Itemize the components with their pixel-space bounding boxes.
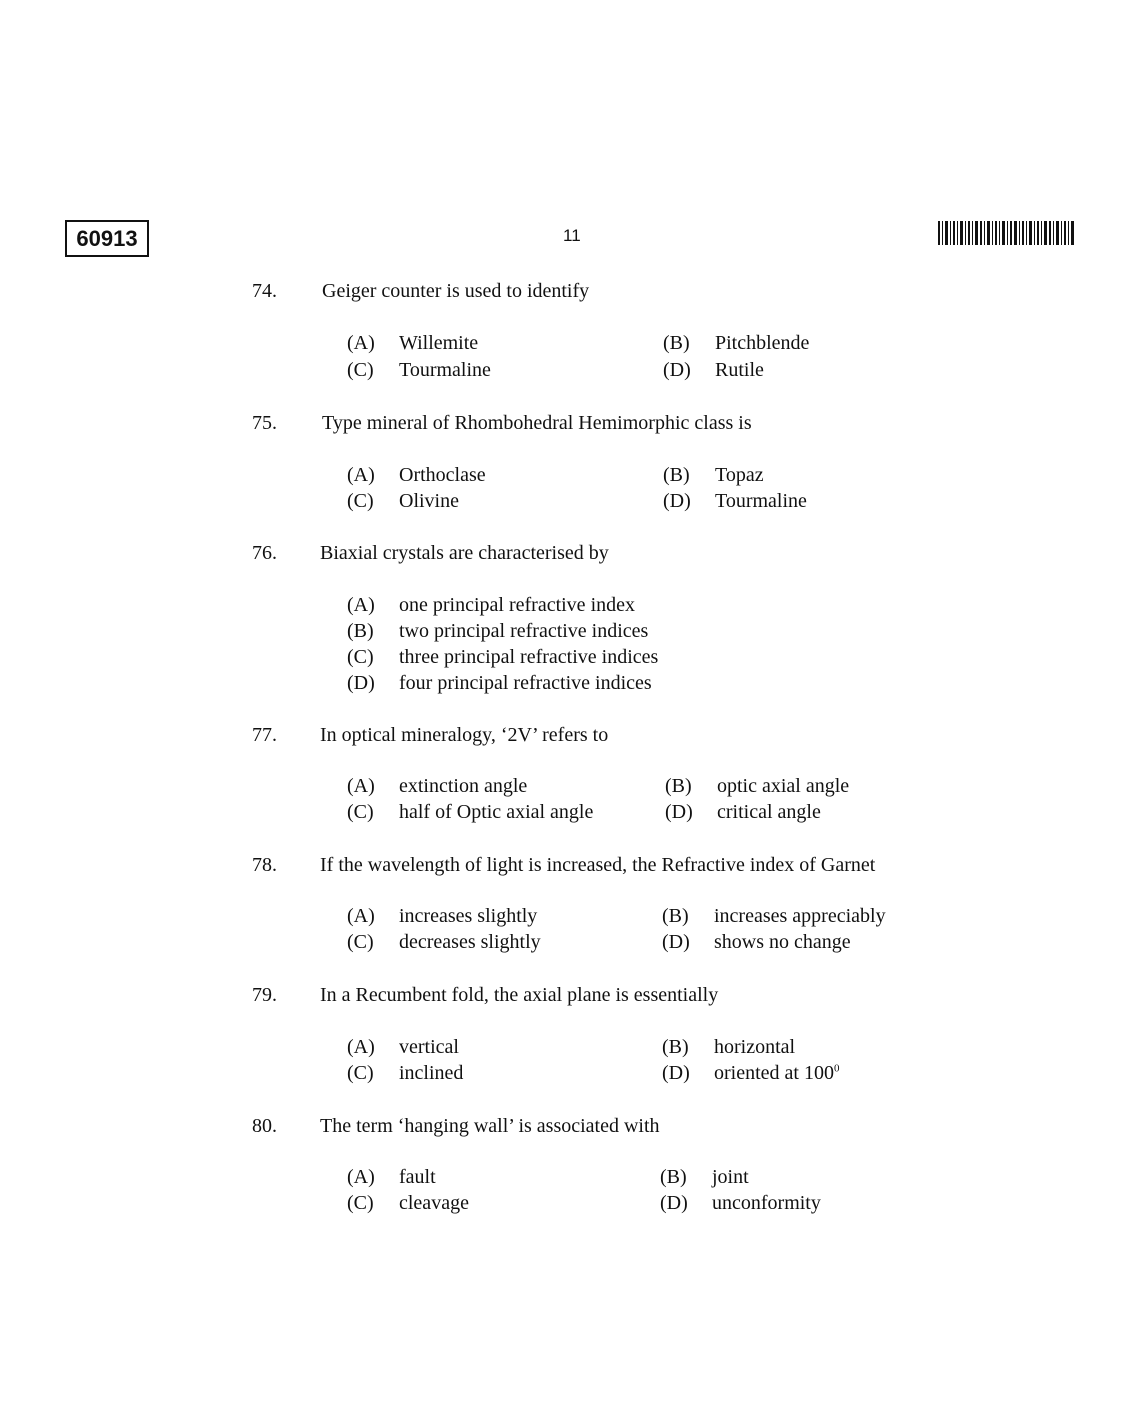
- option-letter: (A): [347, 332, 375, 354]
- option-text: Orthoclase: [399, 464, 486, 486]
- option-letter: (A): [347, 464, 375, 486]
- option-text: Rutile: [715, 359, 764, 381]
- option-text: Tourmaline: [715, 490, 807, 512]
- option-letter: (C): [347, 801, 374, 823]
- option-letter: (D): [663, 490, 691, 512]
- option-d[interactable]: [660, 1192, 821, 1215]
- option-text: inclined: [399, 1062, 464, 1084]
- option-d[interactable]: [665, 801, 821, 824]
- option-c[interactable]: [347, 801, 593, 824]
- page-number: 11: [563, 226, 581, 245]
- option-text: shows no change: [714, 931, 851, 953]
- option-letter: (D): [665, 801, 693, 823]
- option-letter: (D): [662, 1062, 690, 1084]
- option-letter: (C): [347, 359, 374, 381]
- option-letter: (B): [663, 464, 690, 486]
- option-letter: (A): [347, 775, 375, 797]
- option-c[interactable]: [347, 646, 658, 669]
- option-b[interactable]: [660, 1166, 749, 1189]
- option-letter: (D): [663, 359, 691, 381]
- option-text: joint: [712, 1166, 749, 1188]
- option-a[interactable]: [347, 905, 537, 928]
- option-text: extinction angle: [399, 775, 528, 797]
- option-letter: (D): [660, 1192, 688, 1214]
- option-text: optic axial angle: [717, 775, 850, 797]
- option-a[interactable]: [347, 594, 635, 617]
- option-text: cleavage: [399, 1192, 469, 1214]
- option-b[interactable]: [663, 464, 764, 487]
- option-letter: (C): [347, 490, 374, 512]
- option-letter: (D): [662, 931, 690, 953]
- option-d[interactable]: [663, 490, 807, 513]
- option-b[interactable]: [665, 775, 849, 798]
- option-d[interactable]: [662, 931, 851, 954]
- question-number: 75.: [252, 412, 277, 434]
- barcode-icon: [938, 221, 1076, 245]
- option-text: half of Optic axial angle: [399, 801, 594, 823]
- option-d[interactable]: [663, 359, 764, 382]
- question-text: In a Recumbent fold, the axial plane is essentially: [320, 984, 719, 1006]
- option-d[interactable]: [347, 672, 652, 695]
- option-a[interactable]: [347, 1166, 436, 1189]
- degree-superscript: 0: [833, 1062, 840, 1075]
- option-letter: (B): [660, 1166, 687, 1188]
- option-b[interactable]: [662, 1036, 795, 1059]
- option-text: critical angle: [717, 801, 821, 823]
- question-number: 76.: [252, 542, 277, 564]
- option-text: unconformity: [712, 1192, 821, 1214]
- option-letter: (A): [347, 1166, 375, 1188]
- option-text: one principal refractive index: [399, 594, 635, 616]
- option-letter: (C): [347, 646, 374, 668]
- option-letter: (A): [347, 905, 375, 927]
- option-a[interactable]: [347, 1036, 459, 1059]
- question-text: Biaxial crystals are characterised by: [320, 542, 609, 564]
- option-c[interactable]: [347, 359, 491, 382]
- option-text: oriented at 100: [714, 1062, 834, 1084]
- option-b[interactable]: [662, 905, 886, 928]
- option-text: Willemite: [399, 332, 479, 354]
- option-c[interactable]: [347, 490, 459, 513]
- question-text: Type mineral of Rhombohedral Hemimorphic class is: [322, 412, 752, 434]
- option-text: four principal refractive indices: [399, 672, 652, 694]
- option-text: Topaz: [715, 464, 764, 486]
- option-letter: (C): [347, 1192, 374, 1214]
- option-letter: (B): [662, 905, 689, 927]
- option-text: horizontal: [714, 1036, 796, 1058]
- question-number: 77.: [252, 724, 277, 746]
- option-letter: (A): [347, 594, 375, 616]
- question-text: Geiger counter is used to identify: [322, 280, 590, 302]
- option-text: three principal refractive indices: [399, 646, 659, 668]
- option-letter: (B): [663, 332, 690, 354]
- paper-code-box: 60913: [65, 220, 149, 257]
- option-c[interactable]: [347, 1192, 469, 1215]
- option-text: Tourmaline: [399, 359, 491, 381]
- question-number: 74.: [252, 280, 277, 302]
- option-letter: (B): [662, 1036, 689, 1058]
- question-text: If the wavelength of light is increased, the Refractive index of Garnet: [320, 854, 876, 876]
- option-text: Olivine: [399, 490, 459, 512]
- option-letter: (C): [347, 1062, 374, 1084]
- option-c[interactable]: [347, 931, 541, 954]
- option-letter: (D): [347, 672, 375, 694]
- option-a[interactable]: [347, 464, 486, 487]
- option-c[interactable]: [347, 1062, 463, 1085]
- option-letter: (B): [347, 620, 374, 642]
- option-text: vertical: [399, 1036, 459, 1058]
- option-text: fault: [399, 1166, 436, 1188]
- option-letter: (C): [347, 931, 374, 953]
- option-text: two principal refractive indices: [399, 620, 649, 642]
- question-number: 80.: [252, 1115, 277, 1137]
- option-a[interactable]: [347, 775, 527, 798]
- option-d[interactable]: [662, 1062, 839, 1085]
- question-number: 79.: [252, 984, 277, 1006]
- question-text: In optical mineralogy, ‘2V’ refers to: [320, 724, 609, 746]
- option-text: increases slightly: [399, 905, 538, 927]
- option-letter: (B): [665, 775, 692, 797]
- option-text: increases appreciably: [714, 905, 886, 927]
- question-number: 78.: [252, 854, 277, 876]
- option-text: decreases slightly: [399, 931, 541, 953]
- question-text: The term ‘hanging wall’ is associated with: [320, 1115, 660, 1137]
- option-a[interactable]: [347, 332, 478, 355]
- option-b[interactable]: [347, 620, 648, 643]
- option-letter: (A): [347, 1036, 375, 1058]
- option-b[interactable]: [663, 332, 809, 355]
- option-text: Pitchblende: [715, 332, 810, 354]
